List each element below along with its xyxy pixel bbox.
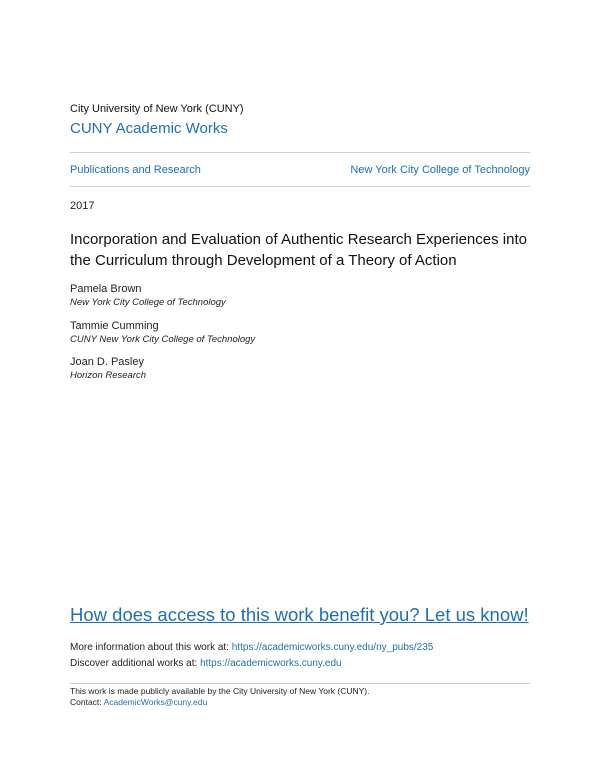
discover-url-link[interactable]: https://academicworks.cuny.edu (200, 658, 342, 669)
divider-top (70, 152, 530, 153)
author-name: Pamela Brown (70, 283, 142, 295)
author-affiliation: Horizon Research (70, 370, 147, 381)
institution-name: City University of New York (CUNY) (70, 103, 244, 115)
availability-notice: This work is made publicly available by the City University of New York (CUNY). (70, 686, 370, 696)
more-info-line (70, 642, 433, 653)
repository-link[interactable]: CUNY Academic Works (70, 120, 228, 137)
college-link[interactable]: New York City College of Technology (350, 164, 530, 176)
author-name: Joan D. Pasley (70, 356, 144, 368)
divider-footer (70, 683, 530, 684)
contact-label: Contact: (70, 697, 102, 707)
series-link[interactable]: Publications and Research (70, 164, 201, 176)
feedback-link[interactable]: How does access to this work benefit you? Let us know! (70, 604, 529, 625)
publication-year: 2017 (70, 200, 95, 212)
contact-email-link[interactable]: AcademicWorks@cuny.edu (103, 697, 208, 707)
contact-line (70, 697, 207, 707)
discover-label: Discover additional works at: (70, 658, 198, 669)
more-info-label: More information about this work at: (70, 642, 229, 653)
author-affiliation: CUNY New York City College of Technology (70, 334, 256, 345)
work-url-link[interactable]: https://academicworks.cuny.edu/ny_pubs/235 (231, 642, 434, 653)
discover-line (70, 658, 342, 669)
divider-series (70, 186, 530, 187)
author-name: Tammie Cumming (70, 320, 159, 332)
author-affiliation: New York City College of Technology (70, 297, 226, 308)
paper-title: Incorporation and Evaluation of Authentic Research Experiences into the Curriculum through Development of a Theory of Action (70, 231, 527, 269)
